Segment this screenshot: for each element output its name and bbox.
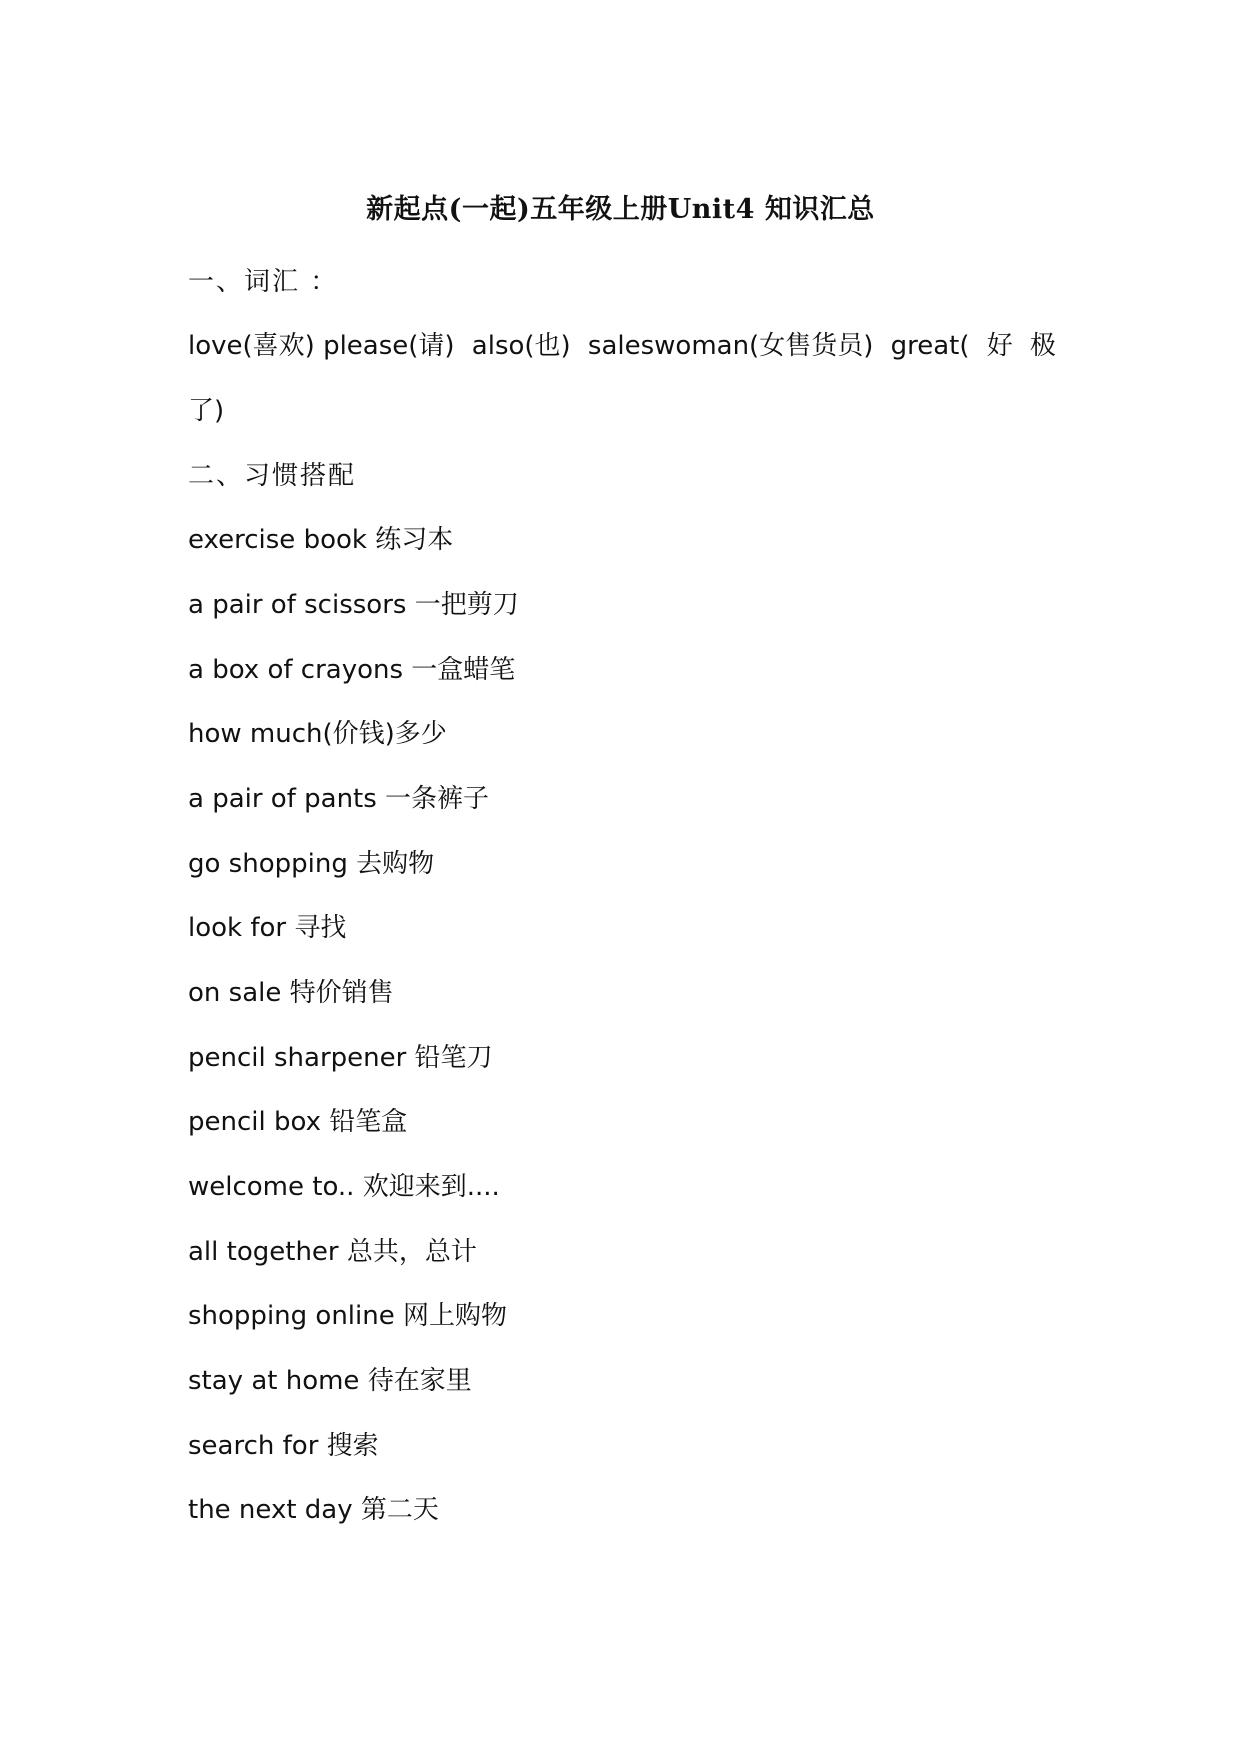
vocabulary-row	[188, 326, 1056, 366]
phrase-item: how much(价钱)多少	[188, 719, 447, 749]
phrase-item: welcome to.. 欢迎来到....	[188, 1172, 500, 1202]
vocab-item: also(也)	[471, 331, 571, 361]
phrase-item: exercise book 练习本	[188, 525, 454, 555]
phrase-item: pencil sharpener 铅笔刀	[188, 1043, 493, 1073]
phrase-item: go shopping 去购物	[188, 849, 435, 879]
section-heading-phrases: 二、习惯搭配	[188, 461, 357, 491]
document-title: 新起点(一起)五年级上册Unit4 知识汇总	[366, 194, 875, 225]
phrase-item: look for 寻找	[188, 913, 347, 943]
vocab-item: saleswoman(女售货员)	[587, 331, 874, 361]
phrase-item: a box of crayons 一盒蜡笔	[188, 655, 516, 685]
section-heading-vocabulary: 一、词汇 ：	[188, 267, 339, 297]
phrase-item: search for 搜索	[188, 1431, 379, 1461]
vocab-continuation: 了)	[188, 396, 225, 426]
phrase-item: all together 总共，总计	[188, 1237, 477, 1267]
vocab-item: love(喜欢) please(请)	[188, 331, 455, 361]
vocab-item: great(	[890, 331, 970, 361]
phrase-item: stay at home 待在家里	[188, 1366, 472, 1396]
phrase-item: pencil box 铅笔盒	[188, 1107, 408, 1137]
phrase-item: shopping online 网上购物	[188, 1301, 507, 1331]
phrase-item: on sale 特价销售	[188, 978, 394, 1008]
phrase-item: a pair of pants 一条裤子	[188, 784, 490, 814]
vocab-item: 好	[986, 331, 1013, 361]
phrase-item: the next day 第二天	[188, 1495, 439, 1525]
vocab-item: 极	[1029, 331, 1056, 361]
phrase-item: a pair of scissors 一把剪刀	[188, 590, 519, 620]
